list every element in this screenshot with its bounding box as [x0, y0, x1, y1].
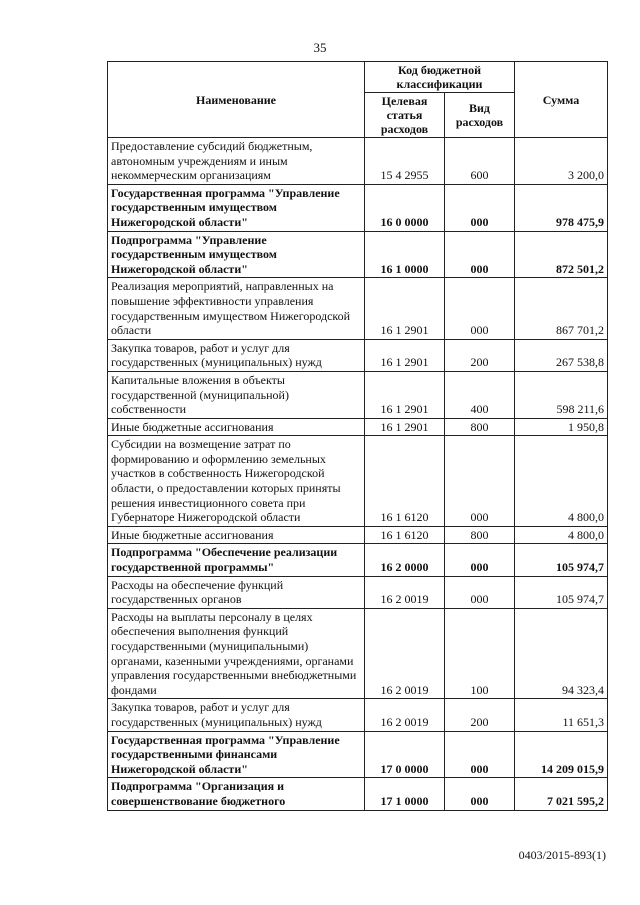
row-sum: 3 200,0 — [515, 138, 608, 185]
row-sum: 94 323,4 — [515, 608, 608, 699]
table-row — [108, 699, 608, 731]
row-target-article: 16 1 2901 — [365, 418, 445, 436]
row-sum: 872 501,2 — [515, 231, 608, 278]
row-name: Субсидии на возмещение затрат по формированию и оформлению земельных участков в собственность Нижегородской области, о предоставлении которых приняты решения инвестиционного совета при Губернаторе Нижегородской области — [108, 436, 365, 527]
table-row — [108, 184, 608, 231]
table-row — [108, 371, 608, 418]
header-sum: Сумма — [515, 62, 608, 138]
row-expense-kind: 000 — [445, 184, 515, 231]
row-target-article: 16 1 2901 — [365, 371, 445, 418]
row-target-article: 15 4 2955 — [365, 138, 445, 185]
row-expense-kind: 000 — [445, 231, 515, 278]
header-expense-kind: Вид расходов — [445, 93, 515, 138]
row-name: Государственная программа "Управление государственными финансами Нижегородской области" — [108, 731, 365, 778]
row-target-article: 16 2 0019 — [365, 576, 445, 608]
budget-table — [107, 61, 608, 811]
row-expense-kind: 800 — [445, 418, 515, 436]
table-row — [108, 778, 608, 810]
row-target-article: 16 1 0000 — [365, 231, 445, 278]
row-name: Подпрограмма "Обеспечение реализации государственной программы" — [108, 544, 365, 576]
row-name: Подпрограмма "Организация и совершенствование бюджетного — [108, 778, 365, 810]
row-sum: 867 701,2 — [515, 278, 608, 339]
table-row — [108, 339, 608, 371]
document-id: 0403/2015-893(1) — [518, 848, 606, 862]
row-name: Закупка товаров, работ и услуг для государственных (муниципальных) нужд — [108, 339, 365, 371]
row-name: Реализация мероприятий, направленных на повышение эффективности управления государственным имуществом Нижегородской области — [108, 278, 365, 339]
row-name: Иные бюджетные ассигнования — [108, 526, 365, 544]
row-expense-kind: 800 — [445, 526, 515, 544]
row-sum: 105 974,7 — [515, 544, 608, 576]
table-row — [108, 576, 608, 608]
row-expense-kind: 200 — [445, 339, 515, 371]
row-expense-kind: 000 — [445, 576, 515, 608]
table-row — [108, 138, 608, 185]
table-row — [108, 731, 608, 778]
row-sum: 105 974,7 — [515, 576, 608, 608]
row-target-article: 16 1 2901 — [365, 278, 445, 339]
row-target-article: 17 1 0000 — [365, 778, 445, 810]
page-number: 35 — [313, 40, 327, 55]
row-sum: 4 800,0 — [515, 436, 608, 527]
row-name: Иные бюджетные ассигнования — [108, 418, 365, 436]
row-sum: 4 800,0 — [515, 526, 608, 544]
table-row — [108, 608, 608, 699]
row-expense-kind: 000 — [445, 731, 515, 778]
table-row — [108, 418, 608, 436]
table-body — [108, 138, 608, 811]
row-target-article: 16 2 0019 — [365, 699, 445, 731]
row-name: Расходы на обеспечение функций государственных органов — [108, 576, 365, 608]
row-target-article: 16 1 6120 — [365, 526, 445, 544]
table-row — [108, 436, 608, 527]
row-expense-kind: 100 — [445, 608, 515, 699]
row-sum: 7 021 595,2 — [515, 778, 608, 810]
table-row — [108, 231, 608, 278]
row-expense-kind: 000 — [445, 544, 515, 576]
row-sum: 598 211,6 — [515, 371, 608, 418]
table-row — [108, 526, 608, 544]
row-target-article: 17 0 0000 — [365, 731, 445, 778]
table-row — [108, 278, 608, 339]
row-target-article: 16 2 0000 — [365, 544, 445, 576]
row-expense-kind: 000 — [445, 778, 515, 810]
row-target-article: 16 1 2901 — [365, 339, 445, 371]
table-header-row — [108, 62, 608, 93]
row-name: Подпрограмма "Управление государственным имуществом Нижегородской области" — [108, 231, 365, 278]
row-name: Капитальные вложения в объекты государственной (муниципальной) собственности — [108, 371, 365, 418]
row-expense-kind: 400 — [445, 371, 515, 418]
row-expense-kind: 200 — [445, 699, 515, 731]
row-target-article: 16 0 0000 — [365, 184, 445, 231]
row-sum: 978 475,9 — [515, 184, 608, 231]
header-target-article: Целевая статья расходов — [365, 93, 445, 138]
row-name: Государственная программа "Управление государственным имуществом Нижегородской области" — [108, 184, 365, 231]
row-name: Расходы на выплаты персоналу в целях обеспечения выполнения функций государственными (муниципальными) органами, казенными учреждениями, органами управления государственными внебюджетными фондами — [108, 608, 365, 699]
header-budget-code: Код бюджетной классификации — [365, 62, 515, 93]
row-sum: 11 651,3 — [515, 699, 608, 731]
row-target-article: 16 2 0019 — [365, 608, 445, 699]
table-row — [108, 544, 608, 576]
header-name: Наименование — [108, 62, 365, 138]
row-sum: 14 209 015,9 — [515, 731, 608, 778]
row-sum: 1 950,8 — [515, 418, 608, 436]
row-name: Предоставление субсидий бюджетным, автономным учреждениям и иным некоммерческим организациям — [108, 138, 365, 185]
row-expense-kind: 000 — [445, 278, 515, 339]
row-target-article: 16 1 6120 — [365, 436, 445, 527]
row-sum: 267 538,8 — [515, 339, 608, 371]
row-expense-kind: 000 — [445, 436, 515, 527]
row-expense-kind: 600 — [445, 138, 515, 185]
row-name: Закупка товаров, работ и услуг для государственных (муниципальных) нужд — [108, 699, 365, 731]
